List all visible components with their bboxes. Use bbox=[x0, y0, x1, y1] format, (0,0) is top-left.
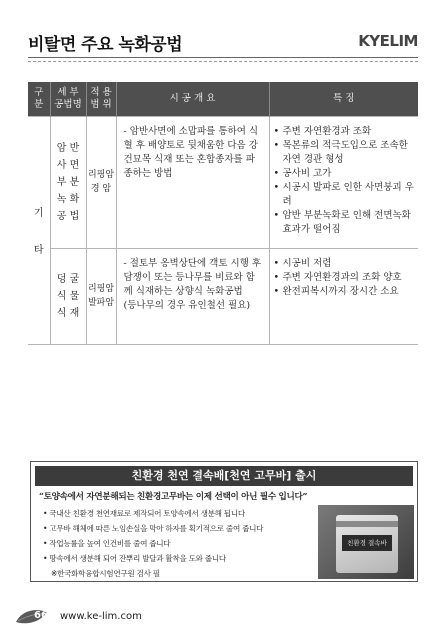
feature-item: • 주변 자연환경과의 조화 양호 bbox=[273, 271, 402, 283]
list-item: • 땅속에서 생분해 되어 잔뿌리 발달과 활착을 도와 줍니다 bbox=[43, 554, 226, 563]
header-overview: 시 공 개 요 bbox=[116, 82, 269, 116]
feature-item: • 시공비 저렴 bbox=[273, 257, 332, 269]
list-item: • 작업능률을 높여 인건비를 줄여 줍니다 bbox=[43, 539, 171, 548]
range-cell: 리핑암 경 암 bbox=[86, 116, 116, 248]
feature-item: • 공사비 고가 bbox=[273, 167, 332, 179]
feature-item: • 주변 자연환경과 조화 bbox=[273, 125, 372, 137]
feature-item: • 시공시 발파로 인한 사면붕괴 우려 bbox=[273, 181, 414, 207]
header-rule bbox=[28, 57, 418, 58]
list-item: • 고무바 해체에 따른 노임손실을 막아 하자를 획기적으로 줄여 줍니다 bbox=[43, 524, 264, 533]
page-footer bbox=[14, 604, 174, 628]
header-category: 구 분 bbox=[28, 82, 50, 116]
promo-list bbox=[43, 506, 308, 581]
promo-quote: “토양속에서 자연분해되는 친환경고무바는 이제 선택이 아닌 필수 입니다” bbox=[39, 492, 308, 502]
page-title: 비탈면 주요 녹화공법 bbox=[28, 35, 183, 55]
website-link[interactable]: www.ke-lim.com bbox=[60, 611, 142, 622]
header-dashed-rule bbox=[28, 61, 418, 62]
method-name-cell: 암 반 사 면 부 분 녹 화 공 법 bbox=[50, 116, 86, 248]
category-cell: 기 타 bbox=[28, 116, 50, 344]
promo-title: 친환경 천연 결속배[천연 고무바] 출시 bbox=[35, 466, 413, 486]
table-header-row bbox=[28, 82, 418, 116]
header-features: 특 징 bbox=[269, 82, 418, 116]
page-number: 66 bbox=[34, 610, 48, 621]
range-cell: 리핑암 발파암 bbox=[86, 248, 116, 344]
product-label: 친환경 결속바 bbox=[342, 535, 392, 551]
overview-cell: - 암반사면에 소맙파를 통하여 식혈 후 배양토로 뒷채움한 다음 강건묘목 식재 또는 혼합종자를 파종하는 방법 bbox=[116, 116, 269, 248]
company-logo: KYELIM bbox=[358, 32, 418, 50]
page-header bbox=[28, 28, 418, 58]
header-range: 적 용 범 위 bbox=[86, 82, 116, 116]
feature-item: • 목본류의 적극도입으로 조속한 자연 경관 형성 bbox=[273, 139, 408, 165]
product-bag bbox=[336, 515, 398, 573]
table-row bbox=[28, 116, 418, 248]
list-item: • 국내산 친환경 천연재료로 제작되어 토양속에서 생분해 됩니다 bbox=[43, 509, 245, 518]
feature-item: • 암반 부분녹화로 인해 전면녹화 효과가 떨어짐 bbox=[273, 209, 411, 235]
methods-table bbox=[28, 82, 418, 345]
promo-box bbox=[30, 461, 418, 582]
header-method-name: 세 부 공법명 bbox=[50, 82, 86, 116]
feature-item: • 완전피복시까지 장시간 소요 bbox=[273, 285, 399, 297]
table-row bbox=[28, 248, 418, 344]
overview-cell: - 절토부 옹벽상단에 객토 시행 후 담쟁이 또는 등나무를 비료와 함께 식재하는 상향식 녹화공법 (등나무의 경우 유인철선 필요) bbox=[116, 248, 269, 344]
promo-note: ※한국화학융합시험연구원 검사 필 bbox=[51, 569, 160, 578]
product-photo bbox=[318, 505, 414, 579]
method-name-cell: 덩 굴 식 물 식 재 bbox=[50, 248, 86, 344]
features-cell bbox=[269, 116, 418, 248]
features-cell bbox=[269, 248, 418, 344]
